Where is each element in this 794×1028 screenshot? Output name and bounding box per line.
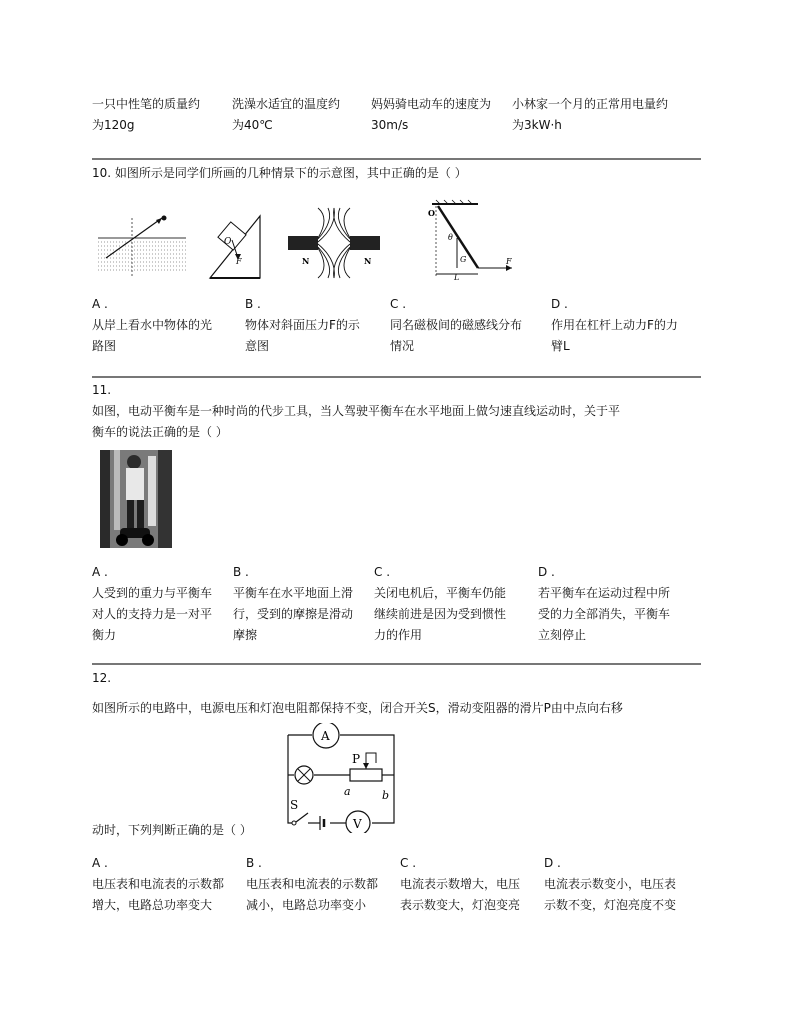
q11-option-a[interactable]: A . 人受到的重力与平衡车 对人的支持力是一对平 衡力 xyxy=(92,565,213,642)
svg-text:A: A xyxy=(321,729,330,743)
q10-option-d[interactable]: D . 作用在杠杆上动力F的力 臂L xyxy=(551,297,678,353)
q12-option-b[interactable]: B . 电压表和电流表的示数都 减小，电路总功率变小 xyxy=(246,856,379,912)
q10-option-b[interactable]: B . 物体对斜面压力F的示 意图 xyxy=(245,297,360,353)
q12-option-a[interactable]: A . 电压表和电流表的示数都 增大，电路总功率变大 xyxy=(92,856,225,912)
svg-text:S: S xyxy=(290,798,299,812)
q12-circuit-diagram xyxy=(284,723,400,833)
q12-option-d[interactable]: D . 电流表示数变小，电压表 示数不变，灯泡亮度不变 xyxy=(544,856,677,912)
svg-text:N: N xyxy=(302,256,310,266)
q9-option-a[interactable]: 一只中性笔的质量约 为120g xyxy=(92,97,201,132)
q10-option-a[interactable]: A . 从岸上看水中物体的光 路图 xyxy=(92,297,213,353)
q11-option-b[interactable]: B . 平衡车在水平地面上滑 行，受到的摩擦是滑动 摩擦 xyxy=(233,565,354,642)
figure-b-incline xyxy=(210,216,260,278)
q11-option-d[interactable]: D . 若平衡车在运动过程中所 受的力全部消失，平衡车 立刻停止 xyxy=(538,565,671,642)
q10-option-c[interactable]: C . 同名磁极间的磁感线分布 情况 xyxy=(390,297,523,353)
q12-option-c[interactable]: C . 电流表示数增大，电压 表示数变大，灯泡变亮 xyxy=(400,856,521,912)
q11-balance-car-photo xyxy=(100,450,172,548)
divider xyxy=(92,663,701,665)
switch-icon xyxy=(292,821,296,825)
q11-stem: 11. 如图，电动平衡车是一种时尚的代步工具，当人驾驶平衡车在水平地面上做匀速直线运动时，关于平 衡车的说法正确的是（ ） xyxy=(92,383,621,439)
svg-text:F: F xyxy=(236,257,242,266)
svg-text:a: a xyxy=(344,785,351,798)
svg-text:N: N xyxy=(364,256,372,266)
svg-text:P: P xyxy=(352,752,361,766)
q9-option-c[interactable]: 妈妈骑电动车的速度为 30m/s xyxy=(371,97,492,132)
svg-text:G: G xyxy=(460,255,467,264)
q10-stem: 10. 如图所示是同学们所画的几种情景下的示意图，其中正确的是（ ） xyxy=(92,166,467,180)
q12-stem-line1: 如图所示的电路中，电源电压和灯泡电阻都保持不变，闭合开关S，滑动变阻器的滑片P由中点向右移 xyxy=(92,701,623,715)
q12-stem-line2: 动时，下列判断正确的是（ ） xyxy=(92,823,252,837)
q11-option-c[interactable]: C . 关闭电机后，平衡车仍能 继续前进是因为受到惯性 力的作用 xyxy=(374,565,507,642)
svg-text:O: O xyxy=(224,237,232,247)
figure-c-magnets xyxy=(288,208,380,278)
svg-text:θ: θ xyxy=(448,233,453,242)
divider xyxy=(92,376,701,378)
svg-text:V: V xyxy=(353,817,362,831)
figure-a-refraction xyxy=(98,216,186,277)
q9-option-d[interactable]: 小林家一个月的正常用电量约 为3kW·h xyxy=(512,97,669,132)
svg-text:L: L xyxy=(454,273,460,282)
q12-number: 12. xyxy=(92,671,112,685)
rheostat-icon xyxy=(350,769,382,781)
figure-d-lever xyxy=(428,200,512,282)
svg-text:O: O xyxy=(428,208,435,218)
q10-figures xyxy=(92,196,692,284)
q9-option-b[interactable]: 洗澡水适宜的温度约 为40℃ xyxy=(232,97,341,132)
divider xyxy=(92,158,701,160)
svg-text:b: b xyxy=(382,789,390,802)
svg-text:F: F xyxy=(506,257,512,266)
